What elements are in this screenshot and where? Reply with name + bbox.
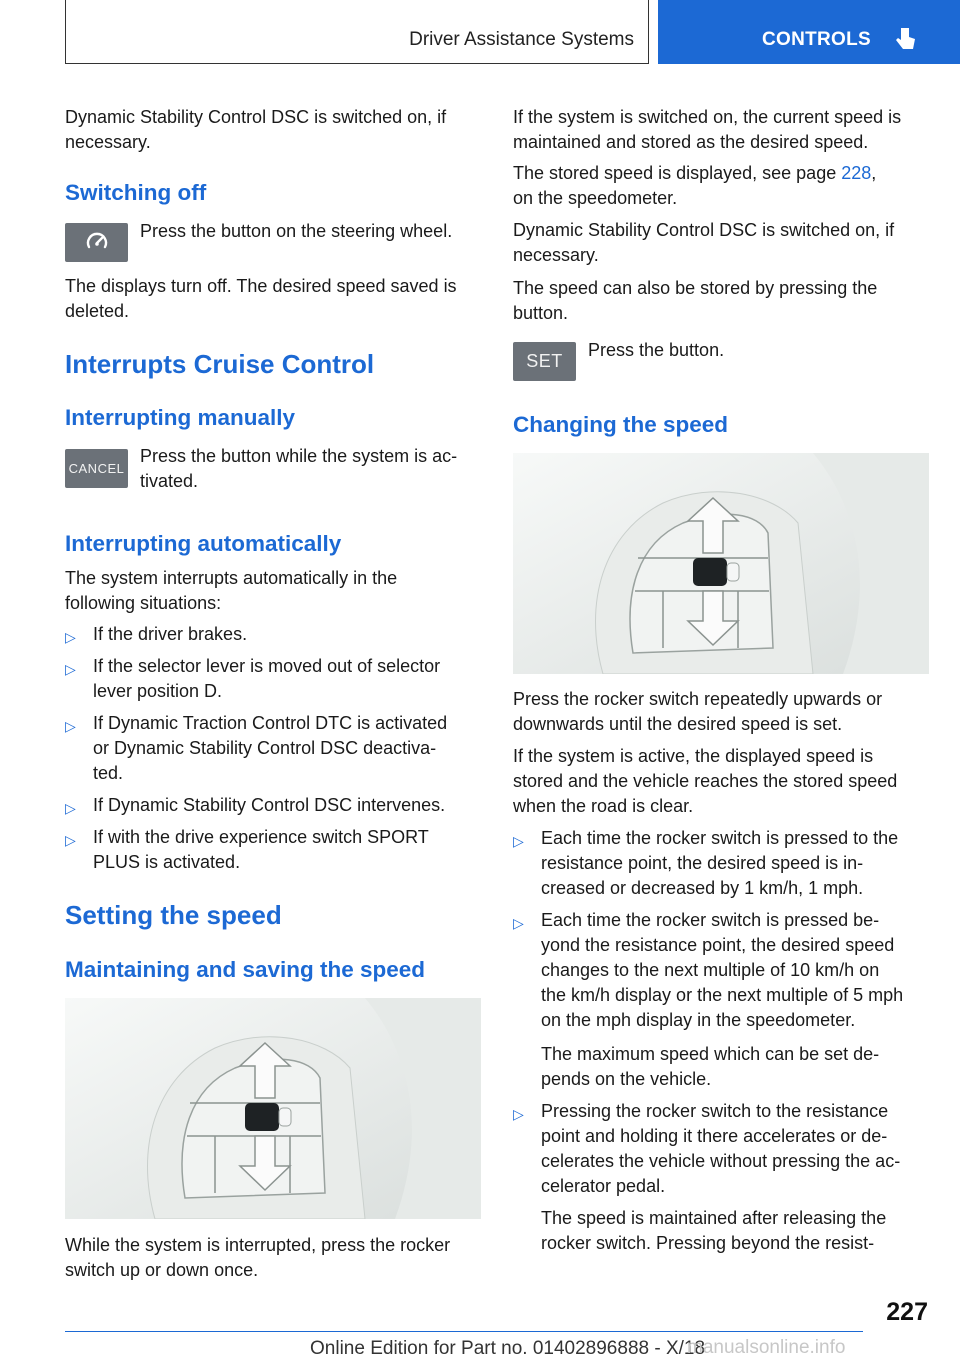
manual-text-2: tivated. xyxy=(140,471,199,491)
r-p5-line-2: downwards until the desired speed is set. xyxy=(513,714,843,734)
rocker-switch-illustration xyxy=(65,998,481,1219)
list-item: ▷ If Dynamic Traction Control DTC is activated or Dynamic Stability Control DSC deactiva‐ ted. xyxy=(65,713,448,783)
controls-tab[interactable] xyxy=(658,0,960,64)
list-item: ▷ If with the drive experience switch SPORT PLUS is activated. xyxy=(65,827,429,872)
footer-divider xyxy=(65,1331,863,1332)
r-p6-line-3: when the road is clear. xyxy=(513,796,694,816)
list-item: ▷ Each time the rocker switch is pressed to the resistance point, the desired speed is in‐ creased or decreased by 1 km/h, 1 mph. xyxy=(513,828,899,898)
page-link[interactable]: 228 xyxy=(841,163,872,183)
auto-text-2: following situations: xyxy=(65,593,222,613)
hand-pointer-icon xyxy=(892,26,918,54)
cancel-label: CANCEL xyxy=(68,461,125,476)
switch-off-text: Press the button on the steering wheel. xyxy=(140,221,453,241)
heading-setting-speed: Setting the speed xyxy=(65,900,282,930)
steering-wheel-rocker-image-2 xyxy=(513,453,929,674)
triangle-bullet-icon: ▷ xyxy=(65,629,76,645)
r-p1-line-2: maintained and stored as the desired speed. xyxy=(513,132,869,152)
intro-line-2: necessary. xyxy=(65,132,151,152)
cancel-button-image xyxy=(65,449,128,488)
heading-interrupts: Interrupts Cruise Control xyxy=(65,349,375,379)
page-number: 227 xyxy=(886,1298,928,1326)
r-p2-line-1: The stored speed is displayed, see page 228, xyxy=(513,163,877,183)
triangle-bullet-icon: ▷ xyxy=(513,1106,524,1122)
controls-tab-label: CONTROLS xyxy=(762,29,872,50)
triangle-bullet-icon: ▷ xyxy=(65,718,76,734)
triangle-bullet-icon: ▷ xyxy=(65,832,76,848)
header-section-box xyxy=(65,0,649,64)
heading-switching-off: Switching off xyxy=(65,180,207,205)
set-button-image xyxy=(513,342,576,381)
watermark: manualsonline.info xyxy=(687,1337,846,1358)
set-text: Press the button. xyxy=(588,340,725,360)
cruise-control-button-image xyxy=(65,223,128,262)
r-p3-line-2: necessary. xyxy=(513,245,599,265)
heading-interrupting-manually: Interrupting manually xyxy=(65,405,296,430)
triangle-bullet-icon: ▷ xyxy=(513,833,524,849)
set-label: SET xyxy=(526,351,563,371)
r-p4-line-1: The speed can also be stored by pressing the xyxy=(513,278,878,298)
steering-wheel-rocker-image xyxy=(65,998,481,1219)
list-item: ▷ Pressing the rocker switch to the resistance point and holding it there accelerates or de‐ celerates the vehicle without pressing the ac‐ celerator pedal. The speed is maintained after releasing the rocker switch. Pressing beyond the resist‐ xyxy=(513,1101,901,1253)
r-p5-line-1: Press the rocker switch repeatedly upwards or xyxy=(513,689,883,709)
heading-changing-speed: Changing the speed xyxy=(513,412,729,437)
manual-text-1: Press the button while the system is ac‐ xyxy=(140,446,458,466)
intro-line-1: Dynamic Stability Control DSC is switched on, if xyxy=(65,107,447,127)
list-item: ▷ If the driver brakes. xyxy=(65,622,481,647)
edition-text: Online Edition for Part no. 01402896888 - X/18 xyxy=(310,1338,706,1359)
list-item: ▷ Each time the rocker switch is pressed be‐ yond the resistance point, the desired speed changes to the next multiple of 10 km/h on the km/h display or the next multiple of 5 mph on the mph display in the speedometer. The maximum speed which can be set de‐ pends on the vehicle. xyxy=(513,910,904,1089)
list-item: ▷ If Dynamic Stability Control DSC intervenes. xyxy=(65,793,481,818)
r-p2-line-2: on the speedometer. xyxy=(513,188,678,208)
heading-interrupting-automatically: Interrupting automatically xyxy=(65,531,342,556)
caption-line-2: switch up or down once. xyxy=(65,1260,259,1280)
rocker-switch-illustration xyxy=(513,453,929,674)
auto-text-1: The system interrupts automatically in the xyxy=(65,568,398,588)
section-title: Driver Assistance Systems xyxy=(409,29,634,50)
triangle-bullet-icon: ▷ xyxy=(65,661,76,677)
triangle-bullet-icon: ▷ xyxy=(65,800,76,816)
list-item: ▷ If the selector lever is moved out of selector lever position D. xyxy=(65,656,441,701)
cruise-control-icon xyxy=(84,230,110,256)
displays-line-2: deleted. xyxy=(65,301,130,321)
heading-maintaining: Maintaining and saving the speed xyxy=(65,957,426,982)
r-p6-line-1: If the system is active, the displayed speed is xyxy=(513,746,874,766)
r-p1-line-1: If the system is switched on, the current speed is xyxy=(513,107,902,127)
displays-line-1: The displays turn off. The desired speed saved is xyxy=(65,276,457,296)
caption-line-1: While the system is interrupted, press the rocker xyxy=(65,1235,451,1255)
r-p6-line-2: stored and the vehicle reaches the stored speed xyxy=(513,771,898,791)
r-p3-line-1: Dynamic Stability Control DSC is switched on, if xyxy=(513,220,895,240)
triangle-bullet-icon: ▷ xyxy=(513,915,524,931)
r-p4-line-2: button. xyxy=(513,303,569,323)
